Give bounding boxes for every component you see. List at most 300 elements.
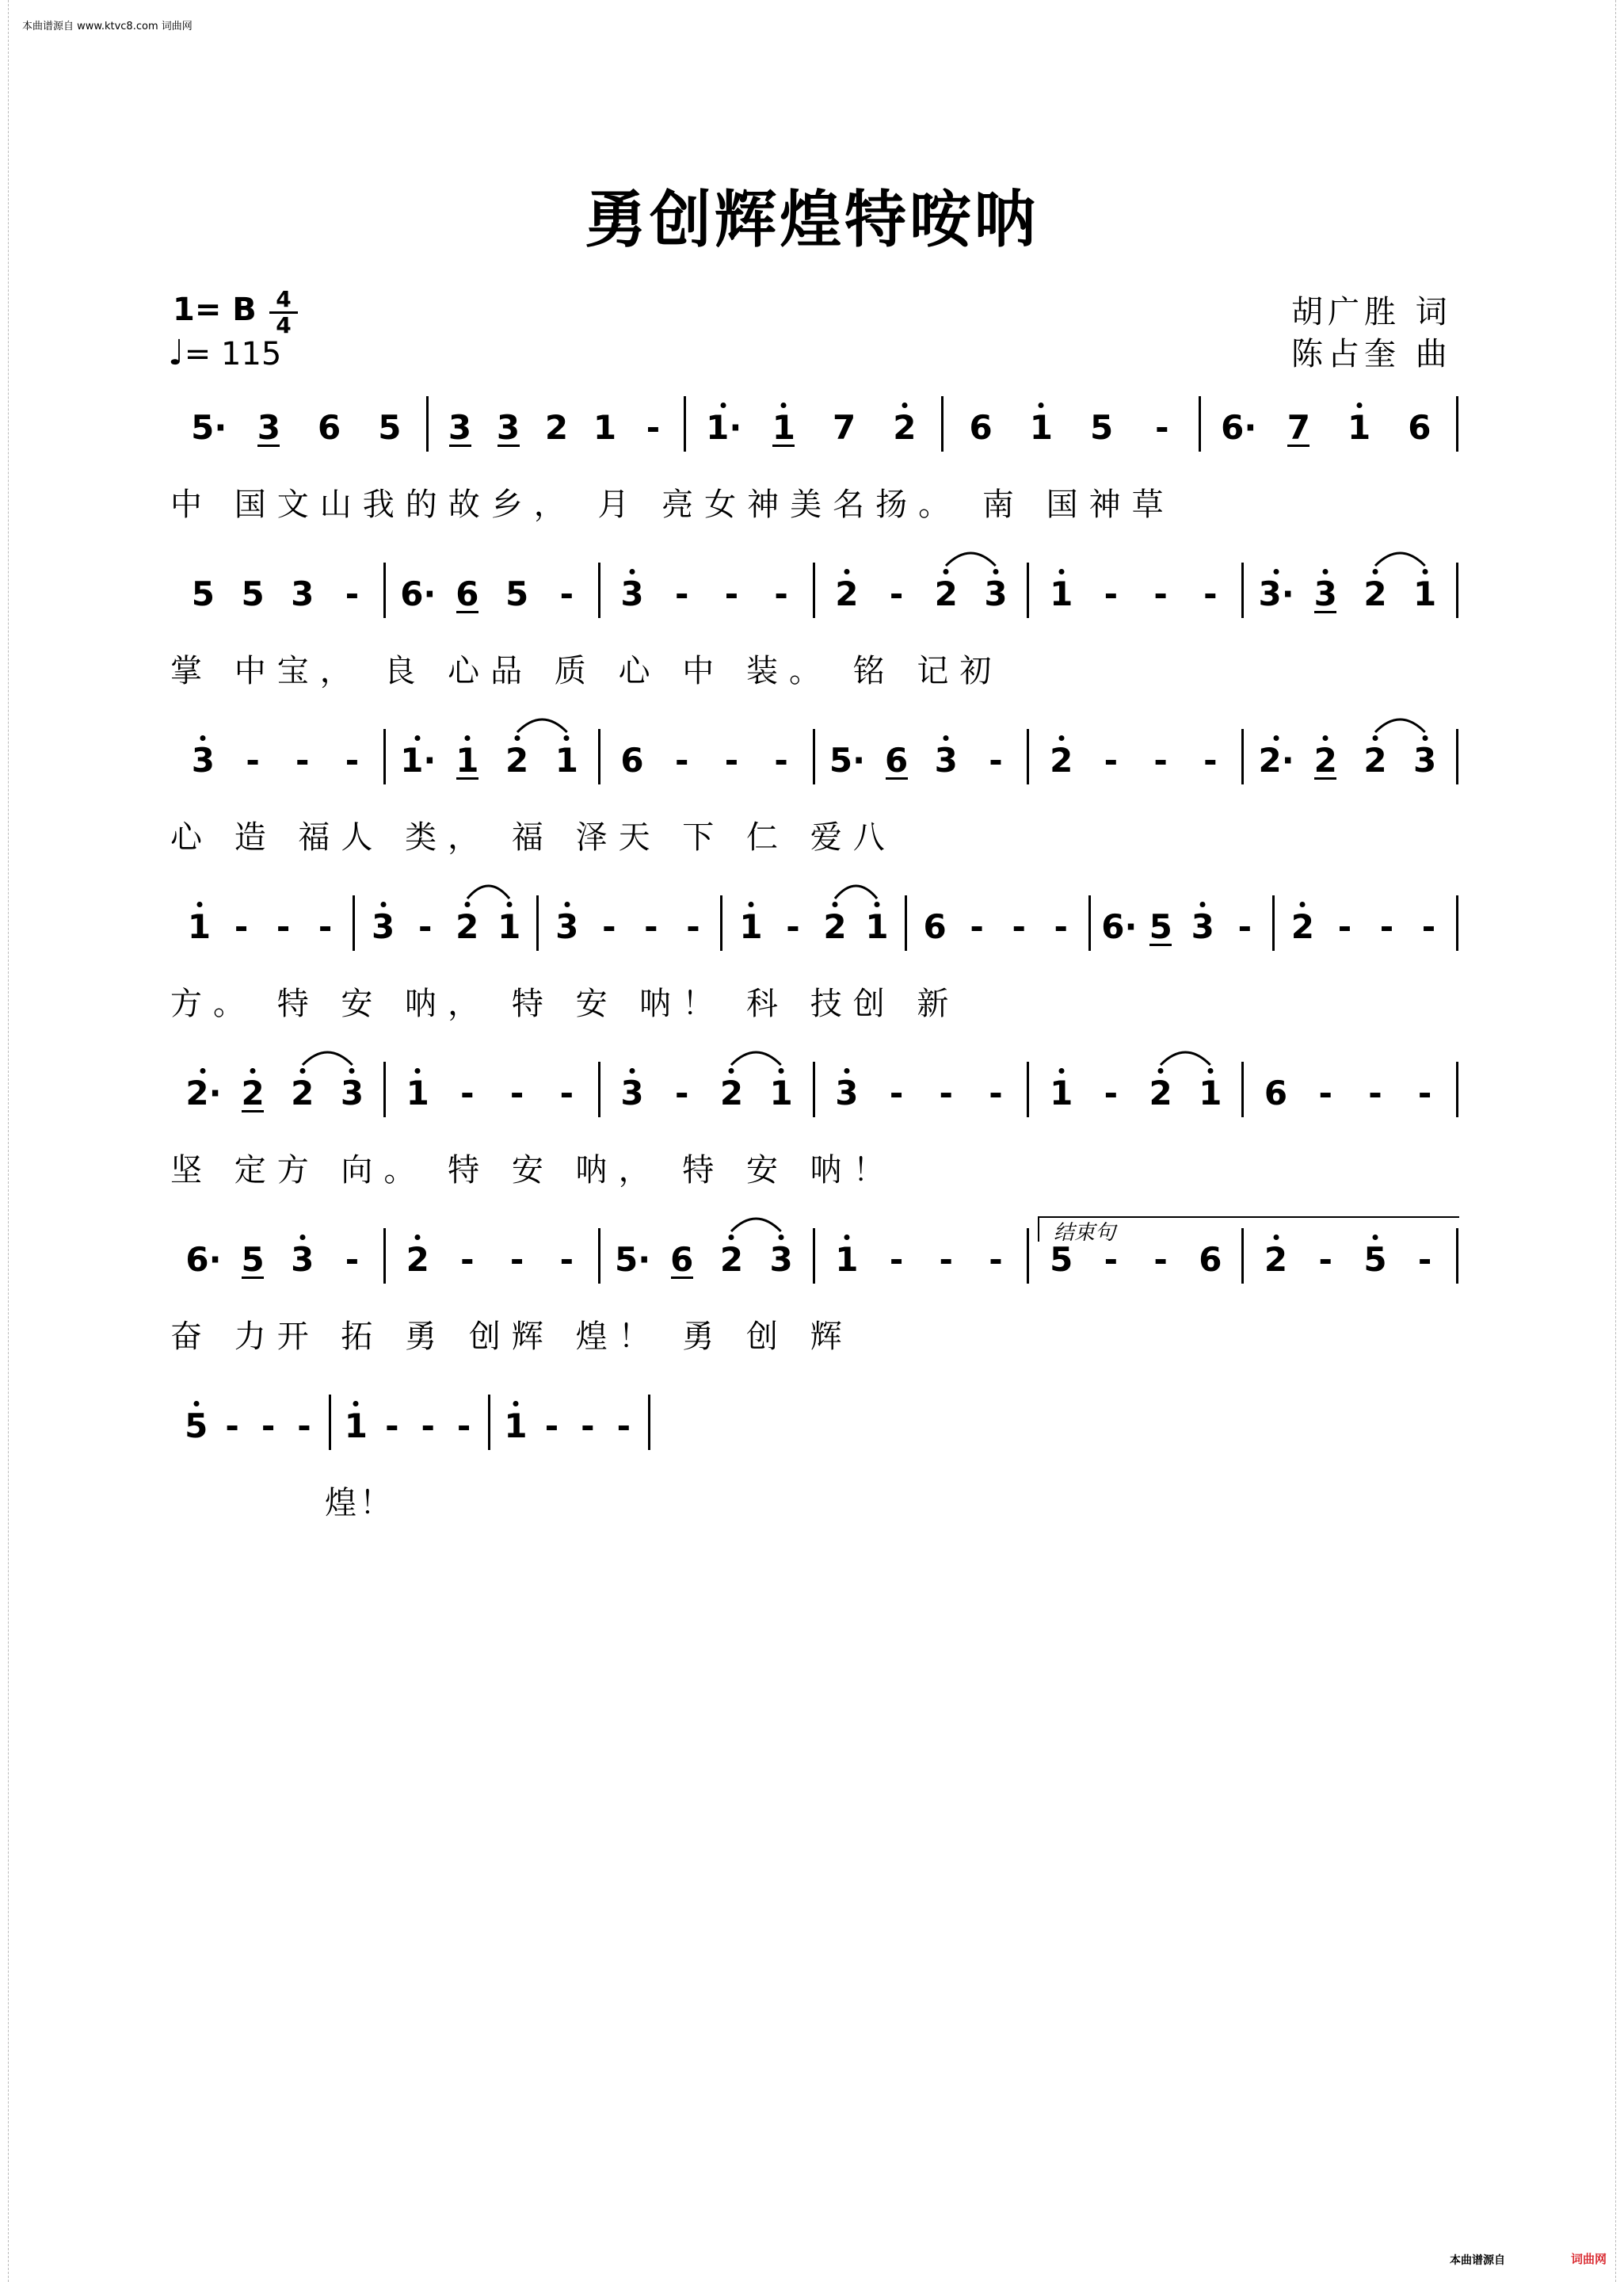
dash-extension: - — [989, 1074, 1003, 1112]
barline — [813, 1228, 815, 1284]
lyric-line: 掌 中宝， 良 心品 质 心 中 装。 铭 记初 — [170, 653, 1003, 689]
dash-extension: - — [786, 907, 800, 946]
octave-dot — [1323, 735, 1329, 741]
note: 6 — [620, 741, 644, 780]
octave-dot — [902, 403, 907, 408]
dash-extension: - — [1237, 907, 1252, 946]
octave-dot — [299, 1068, 305, 1074]
octave-dot — [506, 902, 512, 907]
note: 2 — [285, 1070, 320, 1117]
octave-dot — [721, 403, 726, 408]
barline — [383, 1062, 386, 1117]
note: 3 — [615, 1070, 650, 1117]
note: 1 — [764, 1070, 799, 1117]
note: 1· — [400, 737, 435, 784]
note: 2 — [500, 737, 535, 784]
dash-extension: - — [559, 1074, 574, 1112]
eighth-underline — [671, 1276, 693, 1279]
footer-source-label: 本曲谱源自 — [1450, 2254, 1505, 2267]
slur — [1153, 1044, 1218, 1068]
eighth-underline — [886, 777, 908, 780]
dash-extension: - — [295, 741, 310, 780]
dash-extension: - — [276, 907, 291, 946]
dash-extension: - — [686, 907, 700, 946]
score-line — [0, 1236, 1624, 1379]
dash-extension: - — [1417, 1240, 1432, 1279]
song-title: 勇创辉煌特咹呐 — [584, 184, 1039, 256]
footer-brand: 词曲网 — [1570, 2252, 1607, 2266]
octave-dot — [779, 1234, 784, 1240]
note: 1 — [593, 408, 617, 447]
note: 1 — [1044, 570, 1079, 618]
dash-extension: - — [1203, 574, 1218, 613]
note: 6 — [1199, 1240, 1222, 1279]
note: 2 — [235, 1070, 270, 1117]
octave-dot — [299, 1234, 305, 1240]
octave-dot — [1200, 902, 1206, 907]
lyric-line: 坚 定方 向。 特 安 呐， 特 安 呐！ — [170, 1152, 896, 1189]
dash-extension: - — [675, 1074, 689, 1112]
dash-extension: - — [1012, 907, 1026, 946]
slur — [723, 1211, 789, 1234]
note: 1 — [829, 1236, 864, 1284]
dash-extension: - — [318, 907, 333, 946]
note: 2 — [1358, 737, 1393, 784]
note: 6· — [185, 1240, 222, 1279]
dash-extension: - — [1203, 741, 1218, 780]
barline — [1241, 729, 1244, 784]
eighth-underline — [1149, 944, 1172, 946]
time-signature — [269, 288, 298, 337]
octave-dot — [196, 902, 202, 907]
dash-extension: - — [675, 741, 689, 780]
note: 2 — [450, 903, 485, 951]
slur — [1367, 545, 1433, 569]
note: 1 — [1342, 404, 1377, 452]
dash-extension: - — [417, 907, 433, 946]
octave-dot — [200, 735, 206, 741]
dash-extension: - — [1337, 907, 1352, 946]
eighth-underline — [242, 1110, 264, 1112]
note: 5· — [191, 408, 227, 447]
barline — [1456, 895, 1458, 951]
barline — [941, 396, 944, 452]
note: 1· — [706, 404, 741, 452]
note: 3 — [764, 1236, 799, 1284]
dash-extension: - — [225, 1406, 239, 1445]
octave-dot — [1356, 403, 1362, 408]
octave-dot — [1058, 569, 1064, 574]
note: 1 — [182, 903, 217, 951]
octave-dot — [1422, 735, 1428, 741]
dash-extension: - — [724, 741, 739, 780]
octave-dot — [564, 735, 570, 741]
note: 5 — [1149, 907, 1172, 946]
eighth-underline — [449, 445, 471, 447]
note: 2 — [829, 570, 864, 618]
note: 1 — [400, 1070, 435, 1117]
barline — [1027, 563, 1029, 618]
note: 7 — [833, 408, 856, 447]
octave-dot — [380, 902, 386, 907]
dash-extension: - — [509, 1240, 524, 1279]
barline — [383, 1228, 386, 1284]
note: 2 — [1259, 1236, 1294, 1284]
barline — [648, 1395, 650, 1450]
octave-dot — [993, 569, 998, 574]
note: 3 — [615, 570, 650, 618]
barline — [1241, 1062, 1244, 1117]
note: 3 — [978, 570, 1013, 618]
slur — [938, 545, 1004, 569]
dash-extension: - — [1054, 907, 1068, 946]
barline — [1456, 729, 1458, 784]
note: 3 — [257, 408, 280, 447]
note: 6 — [884, 741, 909, 780]
octave-dot — [193, 1401, 199, 1406]
note: 1 — [860, 903, 894, 951]
slur — [1367, 712, 1433, 735]
note: 2 — [1308, 737, 1343, 784]
barline — [329, 1395, 331, 1450]
note: 2 — [1044, 737, 1079, 784]
note: 2 — [887, 404, 922, 452]
note: 3 — [291, 574, 315, 613]
note: 3 — [550, 903, 585, 951]
note: 5 — [241, 574, 265, 613]
lyric-line: 方。 特 安 呐， 特 安 呐！ 科 技创 新 — [170, 986, 960, 1022]
key-signature: 1= B — [173, 292, 257, 328]
score-line — [0, 1070, 1624, 1212]
note: 3 — [1185, 903, 1220, 951]
score-line — [0, 903, 1624, 1046]
octave-dot — [200, 1068, 206, 1074]
dash-extension: - — [1153, 1240, 1168, 1279]
lyric-line: 奋 力开 拓 勇 创辉 煌！ 勇 创 辉 — [170, 1318, 853, 1355]
octave-dot — [729, 1068, 734, 1074]
note: 6· — [1221, 408, 1257, 447]
barline — [1456, 563, 1458, 618]
dash-extension: - — [1104, 1074, 1119, 1112]
note: 5 — [179, 1402, 214, 1450]
note: 3 — [448, 408, 472, 447]
note: 1 — [734, 903, 768, 951]
eighth-underline — [772, 445, 795, 447]
barline — [1199, 396, 1201, 452]
octave-dot — [875, 902, 880, 907]
octave-dot — [748, 902, 753, 907]
slur — [295, 1044, 360, 1068]
octave-dot — [464, 902, 470, 907]
barline — [1027, 729, 1029, 784]
dash-extension: - — [559, 574, 574, 613]
dash-extension: - — [889, 1074, 904, 1112]
dash-extension: - — [644, 907, 658, 946]
dash-extension: - — [456, 1406, 471, 1445]
tempo-value: = 115 — [184, 336, 282, 372]
barline — [353, 895, 355, 951]
note: 3· — [1259, 570, 1294, 618]
barline — [813, 563, 815, 618]
barline — [426, 396, 429, 452]
octave-dot — [1058, 735, 1064, 741]
octave-dot — [250, 1068, 256, 1074]
dash-extension: - — [421, 1406, 435, 1445]
eighth-underline — [1314, 777, 1336, 780]
lyric-line: 心 造 福人 类， 福 泽天 下 仁 爱八 — [170, 819, 896, 856]
slur — [509, 712, 575, 735]
tempo-marking — [168, 333, 281, 373]
note: 5 — [378, 408, 402, 447]
dash-extension: - — [261, 1406, 276, 1445]
dash-extension: - — [646, 408, 661, 447]
eighth-underline — [257, 445, 280, 447]
note: 2 — [714, 1070, 749, 1117]
note: 1 — [1408, 570, 1443, 618]
note: 5 — [191, 574, 215, 613]
dash-extension: - — [234, 907, 249, 946]
note: 5 — [505, 574, 529, 613]
note: 1 — [1044, 1070, 1079, 1117]
dash-extension: - — [1153, 574, 1168, 613]
quarter-note-icon: ♩ — [168, 333, 185, 373]
barline — [1027, 1062, 1029, 1117]
note: 1 — [1193, 1070, 1228, 1117]
dash-extension: - — [1155, 408, 1169, 447]
note: 6· — [1101, 907, 1138, 946]
dash-extension: - — [616, 1406, 631, 1445]
dash-extension: - — [246, 741, 260, 780]
dash-extension: - — [602, 907, 616, 946]
lyric-line: 中 国文山我的故乡， 月 亮女神美名扬。 南 国神草 — [170, 487, 1175, 523]
barline — [383, 563, 386, 618]
note: 3 — [496, 408, 520, 447]
dash-extension: - — [1153, 741, 1168, 780]
octave-dot — [833, 902, 838, 907]
octave-dot — [729, 1234, 734, 1240]
dash-extension: - — [460, 1240, 475, 1279]
octave-dot — [1158, 1068, 1164, 1074]
slur — [827, 878, 885, 902]
ending-label: 结束句 — [1054, 1221, 1116, 1245]
eighth-underline — [456, 611, 478, 613]
note: 1 — [450, 737, 485, 784]
dash-extension: - — [297, 1406, 311, 1445]
lyricist-credit: 胡广胜 词 — [1291, 294, 1452, 330]
barline — [598, 1228, 600, 1284]
barline — [684, 396, 686, 452]
note: 3 — [185, 737, 220, 784]
dash-extension: - — [889, 1240, 904, 1279]
note: 2 — [818, 903, 852, 951]
eighth-underline — [242, 1276, 264, 1279]
note: 1 — [549, 737, 584, 784]
barline — [1456, 1062, 1458, 1117]
eighth-underline — [1287, 445, 1309, 447]
barline — [813, 729, 815, 784]
score-line — [0, 737, 1624, 880]
note: 2 — [714, 1236, 749, 1284]
eighth-underline — [456, 777, 478, 780]
dash-extension: - — [345, 741, 360, 780]
note: 3 — [829, 1070, 864, 1117]
dash-extension: - — [989, 1240, 1003, 1279]
barline — [1027, 1228, 1029, 1284]
octave-dot — [353, 1401, 359, 1406]
dash-extension: - — [345, 1240, 360, 1279]
note: 2 — [400, 1236, 435, 1284]
dash-extension: - — [559, 1240, 574, 1279]
barline — [1456, 396, 1458, 452]
dash-extension: - — [970, 907, 984, 946]
dash-extension: - — [1104, 1240, 1119, 1279]
dash-extension: - — [939, 1240, 953, 1279]
octave-dot — [1300, 902, 1306, 907]
note: 6 — [456, 574, 479, 613]
note: 5· — [615, 1240, 651, 1279]
octave-dot — [630, 1068, 635, 1074]
barline — [536, 895, 539, 951]
octave-dot — [1058, 1068, 1064, 1074]
dash-extension: - — [1421, 907, 1436, 946]
note: 2 — [1285, 903, 1320, 951]
note: 6 — [1408, 408, 1431, 447]
time-signature-top: 4 — [276, 286, 292, 312]
octave-dot — [514, 735, 520, 741]
barline — [598, 729, 600, 784]
octave-dot — [630, 569, 635, 574]
note: 2 — [928, 570, 963, 618]
note: 1 — [498, 1402, 533, 1450]
note: 3 — [285, 1236, 320, 1284]
octave-dot — [781, 403, 787, 408]
barline — [720, 895, 722, 951]
eighth-underline — [1314, 611, 1336, 613]
octave-dot — [844, 1234, 849, 1240]
octave-dot — [1372, 569, 1378, 574]
dash-extension: - — [774, 741, 788, 780]
score-line — [0, 570, 1624, 713]
note: 5· — [829, 741, 866, 780]
octave-dot — [1207, 1068, 1213, 1074]
octave-dot — [1372, 735, 1378, 741]
dash-extension: - — [1318, 1240, 1332, 1279]
dash-extension: - — [385, 1406, 399, 1445]
note: 2 — [1358, 570, 1393, 618]
note: 6 — [969, 408, 993, 447]
dash-extension: - — [989, 741, 1003, 780]
octave-dot — [415, 1068, 421, 1074]
dash-extension: - — [345, 574, 360, 613]
dash-extension: - — [1104, 574, 1119, 613]
dash-extension: - — [1318, 1074, 1332, 1112]
note: 2· — [1259, 737, 1294, 784]
dash-extension: - — [1379, 907, 1394, 946]
slur — [723, 1044, 789, 1068]
dash-extension: - — [724, 574, 739, 613]
note: 6 — [923, 907, 947, 946]
barline — [598, 1062, 600, 1117]
octave-dot — [464, 735, 470, 741]
time-signature-bottom: 4 — [276, 312, 292, 338]
octave-dot — [844, 569, 849, 574]
note: 6· — [400, 574, 436, 613]
octave-dot — [944, 569, 949, 574]
octave-dot — [349, 1068, 355, 1074]
barline — [598, 563, 600, 618]
barline — [1088, 895, 1091, 951]
octave-dot — [1323, 569, 1329, 574]
octave-dot — [1273, 569, 1279, 574]
note: 3 — [366, 903, 401, 951]
ending-bracket — [1038, 1216, 1459, 1242]
note: 6 — [318, 408, 341, 447]
dash-extension: - — [581, 1406, 595, 1445]
barline — [905, 895, 907, 951]
octave-dot — [513, 1401, 519, 1406]
dash-extension: - — [1417, 1074, 1432, 1112]
dash-extension: - — [544, 1406, 559, 1445]
note: 3 — [334, 1070, 369, 1117]
note: 1 — [338, 1402, 373, 1450]
score-line — [0, 1402, 1624, 1545]
dash-extension: - — [889, 574, 904, 613]
note: 2 — [1143, 1070, 1178, 1117]
dash-extension: - — [675, 574, 689, 613]
barline — [1272, 895, 1275, 951]
slur — [459, 878, 517, 902]
note: 1 — [766, 404, 801, 452]
octave-dot — [1422, 569, 1428, 574]
dash-extension: - — [509, 1074, 524, 1112]
barline — [1241, 563, 1244, 618]
note: 5 — [1050, 1240, 1073, 1279]
note: 2 — [544, 408, 569, 447]
octave-dot — [779, 1068, 784, 1074]
dash-extension: - — [460, 1074, 475, 1112]
source-note: 本曲谱源自 www.ktvc8.com 词曲网 — [22, 21, 193, 32]
note: 2· — [185, 1070, 220, 1117]
note: 3 — [1308, 570, 1343, 618]
octave-dot — [1039, 403, 1044, 408]
octave-dot — [415, 735, 421, 741]
dash-extension: - — [774, 574, 788, 613]
note: 5 — [241, 1240, 265, 1279]
octave-dot — [415, 1234, 421, 1240]
note: 1 — [492, 903, 527, 951]
note: 1 — [1024, 404, 1058, 452]
note: 5 — [1358, 1236, 1393, 1284]
note: 3 — [928, 737, 963, 784]
note: 6 — [1264, 1074, 1288, 1112]
barline — [383, 729, 386, 784]
note: 5 — [1090, 408, 1114, 447]
dash-extension: - — [1104, 741, 1119, 780]
barline — [488, 1395, 490, 1450]
octave-dot — [944, 735, 949, 741]
lyric-line: 煌！ — [325, 1485, 395, 1521]
barline — [813, 1062, 815, 1117]
dash-extension: - — [939, 1074, 953, 1112]
score-line — [0, 404, 1624, 547]
note: 6 — [670, 1240, 694, 1279]
composer-credit: 陈占奎 曲 — [1291, 336, 1452, 372]
octave-dot — [844, 1068, 849, 1074]
eighth-underline — [497, 445, 520, 447]
note: 3 — [1408, 737, 1443, 784]
octave-dot — [564, 902, 570, 907]
dash-extension: - — [1368, 1074, 1382, 1112]
